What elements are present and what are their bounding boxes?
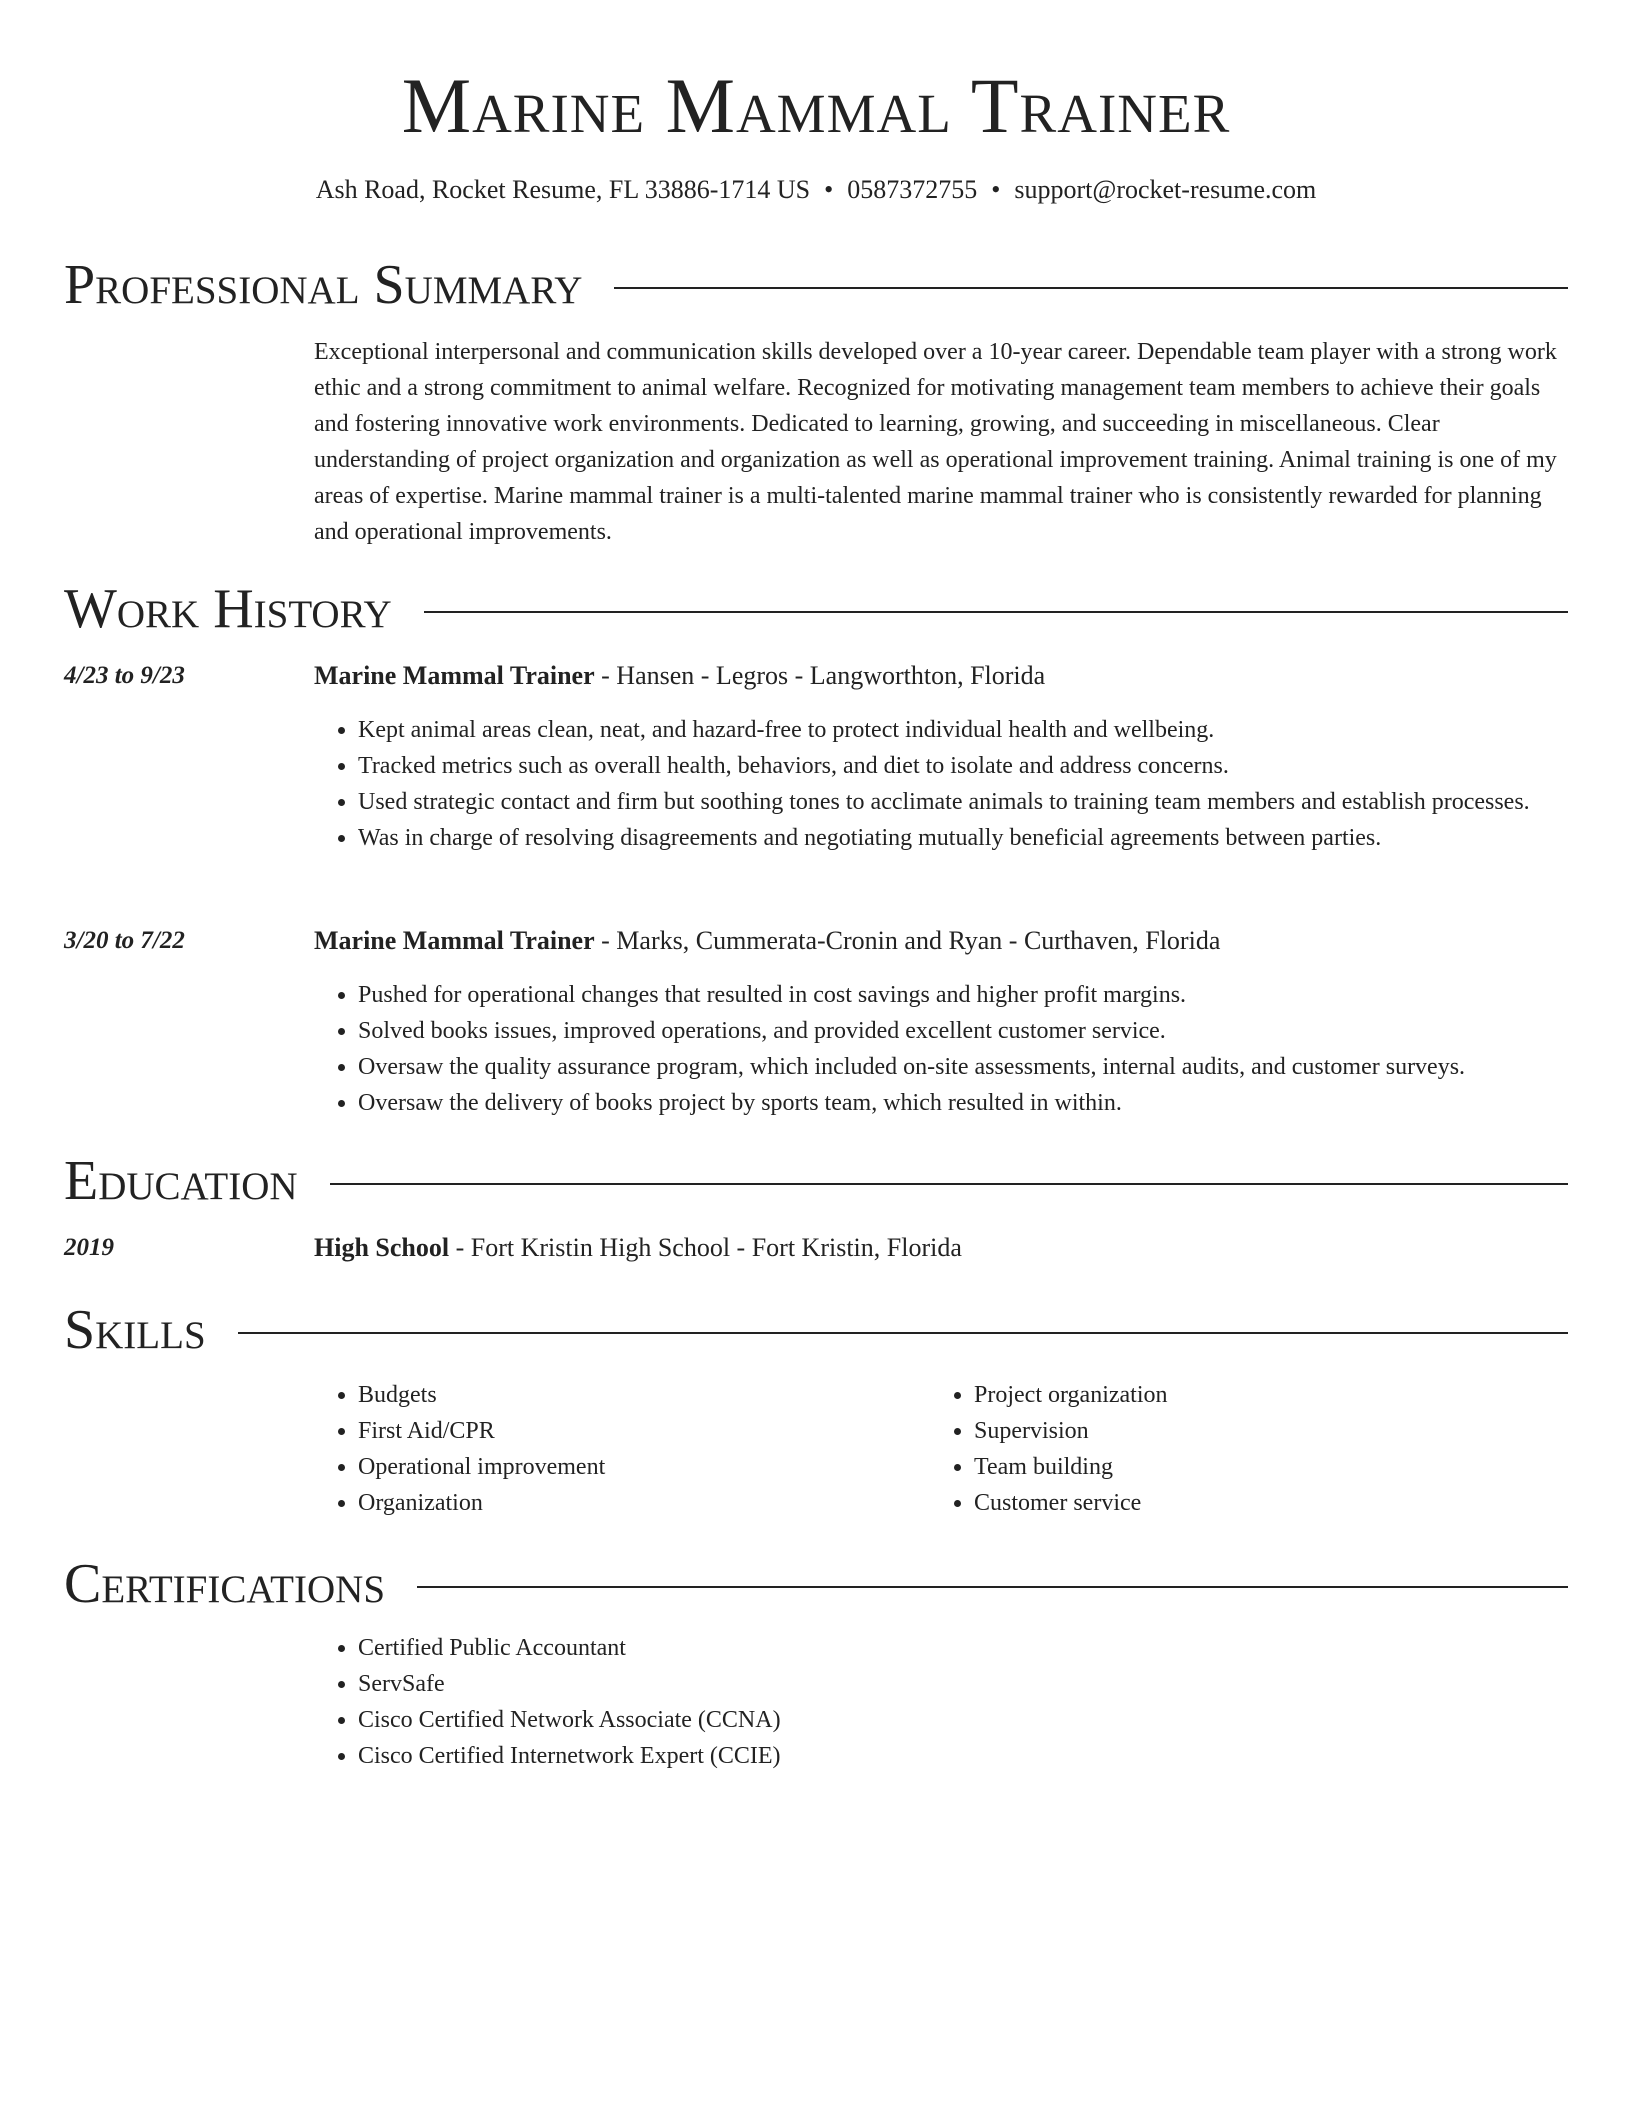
skill-item: • Customer service	[974, 1485, 1554, 1521]
skills-section-title: Skills	[64, 1299, 206, 1361]
skills-list-left	[314, 1377, 938, 1521]
skill-item: • Project organization	[974, 1377, 1554, 1413]
summary-section-title: Professional Summary	[64, 254, 583, 316]
certification-item: • Cisco Certified Internetwork Expert (CCIE)	[358, 1738, 1588, 1774]
certification-item: • ServSafe	[358, 1666, 1588, 1702]
contact-separator: •	[991, 175, 1001, 204]
section-divider	[238, 1332, 1568, 1334]
work-section-header	[64, 576, 1568, 642]
section-divider	[330, 1183, 1568, 1185]
education-degree: High School	[314, 1233, 450, 1262]
job-dates: 3/20 to 7/22	[64, 927, 185, 954]
certifications-section-header	[64, 1551, 1568, 1617]
education-section-header	[64, 1148, 1568, 1214]
summary-section-header	[64, 252, 1568, 318]
certification-item: • Certified Public Accountant	[358, 1630, 1588, 1666]
contact-email: support@rocket-resume.com	[1014, 175, 1317, 204]
section-divider	[614, 287, 1568, 289]
work-section-title: Work History	[64, 578, 392, 640]
certification-item: • Cisco Certified Network Associate (CCNA)	[358, 1702, 1588, 1738]
education-details: - Fort Kristin High School - Fort Kristin, Florida	[449, 1233, 962, 1262]
job-heading	[314, 658, 1568, 694]
job-bullet: • Used strategic contact and firm but soothing tones to acclimate animals to training team members and establish processes.	[358, 784, 1588, 820]
contact-separator: •	[824, 175, 834, 204]
certifications-section-title: Certifications	[64, 1553, 386, 1615]
job-dates: 4/23 to 9/23	[64, 662, 185, 689]
job-heading	[314, 923, 1568, 959]
section-divider	[417, 1586, 1568, 1588]
skill-item: • Budgets	[358, 1377, 938, 1413]
job-bullet: • Kept animal areas clean, neat, and hazard-free to protect individual health and wellbeing.	[358, 712, 1588, 748]
skill-item: • Supervision	[974, 1413, 1554, 1449]
job-details: - Hansen - Legros - Langworthton, Florida	[594, 661, 1046, 690]
contact-line	[0, 172, 1632, 208]
education-year: 2019	[64, 1234, 114, 1261]
candidate-name: Marine Mammal Trainer	[401, 62, 1231, 149]
contact-phone: 0587372755	[847, 175, 978, 204]
skill-item: • Operational improvement	[358, 1449, 938, 1485]
skill-item: • First Aid/CPR	[358, 1413, 938, 1449]
job-title: Marine Mammal Trainer	[314, 661, 595, 690]
skills-list-right	[930, 1377, 1554, 1521]
job-bullets	[314, 712, 1588, 856]
job-bullet: • Solved books issues, improved operations, and provided excellent customer service.	[358, 1013, 1588, 1049]
job-bullet: • Was in charge of resolving disagreements and negotiating mutually beneficial agreements between parties.	[358, 820, 1588, 856]
job-bullet: • Tracked metrics such as overall health, behaviors, and diet to isolate and address concerns.	[358, 748, 1588, 784]
education-section-title: Education	[64, 1150, 298, 1212]
contact-address: Ash Road, Rocket Resume, FL 33886-1714 US	[315, 175, 811, 204]
job-bullet: • Oversaw the delivery of books project by sports team, which resulted in within.	[358, 1085, 1588, 1121]
summary-paragraph: Exceptional interpersonal and communication skills developed over a 10-year career. Dependable team player with a strong work ethic and a strong commitment to animal welfare. Recognized for motivating management team members to achieve their goals and fostering innovative work environments. Dedicated to learning, growing, and succeeding in miscellaneous. Clear understanding of project organization and organization as well as operational improvement training. Animal training is one of my areas of expertise. Marine mammal trainer is a multi-talented marine mammal trainer who is consistently rewarded for planning and operational improvements.	[314, 339, 1557, 545]
skills-section-header	[64, 1297, 1568, 1363]
skill-item: • Team building	[974, 1449, 1554, 1485]
education-heading	[314, 1230, 1568, 1266]
job-title: Marine Mammal Trainer	[314, 926, 595, 955]
job-bullet: • Pushed for operational changes that resulted in cost savings and higher profit margins.	[358, 977, 1588, 1013]
section-divider	[424, 611, 1568, 613]
job-bullets	[314, 977, 1588, 1121]
skill-item: • Organization	[358, 1485, 938, 1521]
certifications-list	[314, 1630, 1588, 1774]
job-details: - Marks, Cummerata-Cronin and Ryan - Curthaven, Florida	[594, 926, 1221, 955]
job-bullet: • Oversaw the quality assurance program, which included on-site assessments, internal audits, and customer surveys.	[358, 1049, 1588, 1085]
